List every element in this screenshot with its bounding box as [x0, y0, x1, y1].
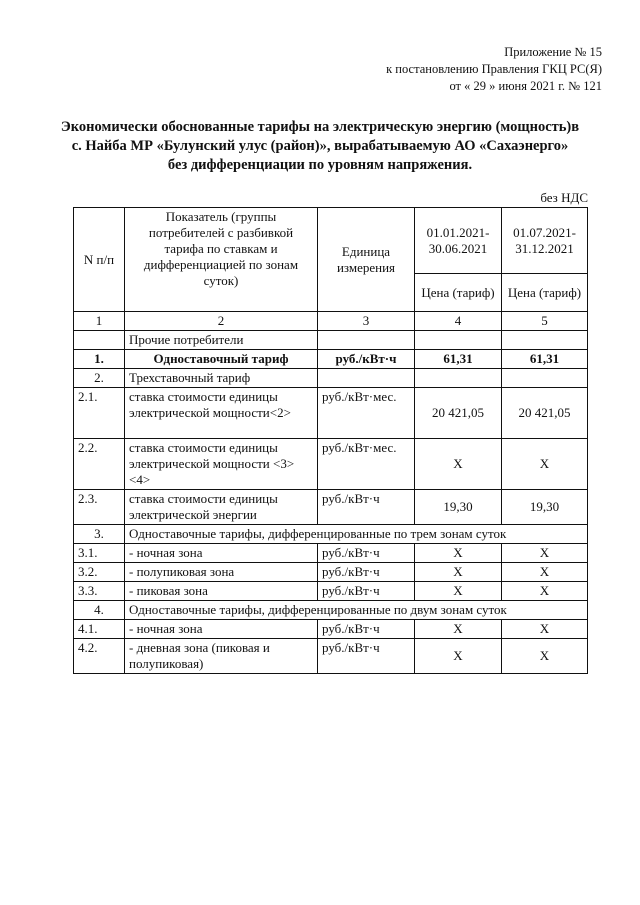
row-name: Одноставочный тариф — [125, 350, 318, 369]
row-name: - ночная зона — [125, 620, 318, 639]
row-name: Одноставочные тарифы, дифференцированные по двум зонам суток — [125, 601, 588, 620]
row-name: Трехставочный тариф — [125, 369, 318, 388]
table-row — [74, 369, 588, 388]
row-value-2: X — [502, 582, 588, 601]
header-num: N п/п — [74, 208, 125, 312]
row-num: 3.2. — [74, 563, 125, 582]
row-name: Одноставочные тарифы, дифференцированные по трем зонам суток — [125, 525, 588, 544]
table-row — [74, 490, 588, 525]
row-name: ставка стоимости единицы электрической мощности <3><4> — [125, 439, 318, 490]
row-num: 1. — [74, 350, 125, 369]
table-row — [74, 525, 588, 544]
title-line-2: с. Найба МР «Булунский улус (район)», вырабатываемую АО «Сахаэнерго» — [71, 138, 569, 154]
header-price-1: Цена (тариф) — [415, 274, 502, 312]
table-row — [74, 563, 588, 582]
row-unit: руб./кВт·ч — [318, 350, 415, 369]
row-name: ставка стоимости единицы электрической энергии — [125, 490, 318, 525]
row-value-1: X — [415, 544, 502, 563]
title-line-3: без дифференциации по уровням напряжения. — [167, 157, 473, 173]
row-num: 4.2. — [74, 639, 125, 674]
section-num — [74, 331, 125, 350]
table-row — [74, 439, 588, 490]
row-unit: руб./кВт·ч — [318, 490, 415, 525]
table-row — [74, 620, 588, 639]
row-value-2: X — [502, 544, 588, 563]
row-value-1 — [415, 369, 502, 388]
row-num: 2. — [74, 369, 125, 388]
row-num: 2.1. — [74, 388, 125, 439]
column-number-3: 3 — [318, 312, 415, 331]
header-row — [74, 208, 588, 274]
column-number-row — [74, 312, 588, 331]
header-unit: Единица измерения — [318, 208, 415, 312]
appendix-date: от « 29 » июня 2021 г. № 121 — [449, 79, 602, 93]
table-row — [74, 544, 588, 563]
row-unit — [318, 369, 415, 388]
tariff-table — [73, 207, 588, 674]
column-number-5: 5 — [502, 312, 588, 331]
row-value-1: X — [415, 582, 502, 601]
row-unit: руб./кВт·ч — [318, 544, 415, 563]
header-period-2: 01.07.2021-31.12.2021 — [502, 208, 588, 274]
section-label: Прочие потребители — [125, 331, 318, 350]
vat-note: без НДС — [540, 190, 588, 205]
row-unit: руб./кВт·ч — [318, 639, 415, 674]
row-value-1: X — [415, 439, 502, 490]
title-line-1: Экономически обоснованные тарифы на электрическую энергию (мощность)в — [60, 119, 580, 135]
row-value-2: X — [502, 563, 588, 582]
row-num: 3.1. — [74, 544, 125, 563]
row-unit: руб./кВт·мес. — [318, 388, 415, 439]
row-value-2: 20 421,05 — [502, 388, 588, 439]
table-row — [74, 582, 588, 601]
table-row — [74, 388, 588, 439]
row-value-1: 20 421,05 — [415, 388, 502, 439]
row-unit: руб./кВт·мес. — [318, 439, 415, 490]
column-number-1: 1 — [74, 312, 125, 331]
row-value-2: X — [502, 439, 588, 490]
row-name: - дневная зона (пиковая и полупиковая) — [125, 639, 318, 674]
column-number-2: 2 — [125, 312, 318, 331]
row-value-1: X — [415, 563, 502, 582]
row-name: - ночная зона — [125, 544, 318, 563]
row-value-2: 19,30 — [502, 490, 588, 525]
row-num: 3.3. — [74, 582, 125, 601]
row-unit: руб./кВт·ч — [318, 582, 415, 601]
row-num: 2.2. — [74, 439, 125, 490]
appendix-number: Приложение № 15 — [504, 45, 602, 59]
row-num: 4.1. — [74, 620, 125, 639]
row-value-1: X — [415, 620, 502, 639]
table-row — [74, 350, 588, 369]
row-num: 3. — [74, 525, 125, 544]
row-value-2: 61,31 — [502, 350, 588, 369]
section-unit — [318, 331, 415, 350]
section-v1 — [415, 331, 502, 350]
appendix-reference — [386, 44, 602, 95]
row-num: 4. — [74, 601, 125, 620]
document-title — [40, 118, 600, 175]
column-number-4: 4 — [415, 312, 502, 331]
row-value-1: 61,31 — [415, 350, 502, 369]
row-name: ставка стоимости единицы электрической мощности<2> — [125, 388, 318, 439]
row-value-1: X — [415, 639, 502, 674]
row-value-1: 19,30 — [415, 490, 502, 525]
row-value-2 — [502, 369, 588, 388]
row-value-2: X — [502, 620, 588, 639]
row-num: 2.3. — [74, 490, 125, 525]
row-unit: руб./кВт·ч — [318, 563, 415, 582]
appendix-resolution: к постановлению Правления ГКЦ РС(Я) — [386, 62, 602, 76]
header-price-2: Цена (тариф) — [502, 274, 588, 312]
row-value-2: X — [502, 639, 588, 674]
section-row — [74, 331, 588, 350]
row-name: - пиковая зона — [125, 582, 318, 601]
table-row — [74, 639, 588, 674]
header-period-1: 01.01.2021-30.06.2021 — [415, 208, 502, 274]
section-v2 — [502, 331, 588, 350]
table-row — [74, 601, 588, 620]
row-name: - полупиковая зона — [125, 563, 318, 582]
header-indicator: Показатель (группы потребителей с разбивкой тарифа по ставкам и дифференциацией по зонам суток) — [125, 208, 318, 312]
row-unit: руб./кВт·ч — [318, 620, 415, 639]
